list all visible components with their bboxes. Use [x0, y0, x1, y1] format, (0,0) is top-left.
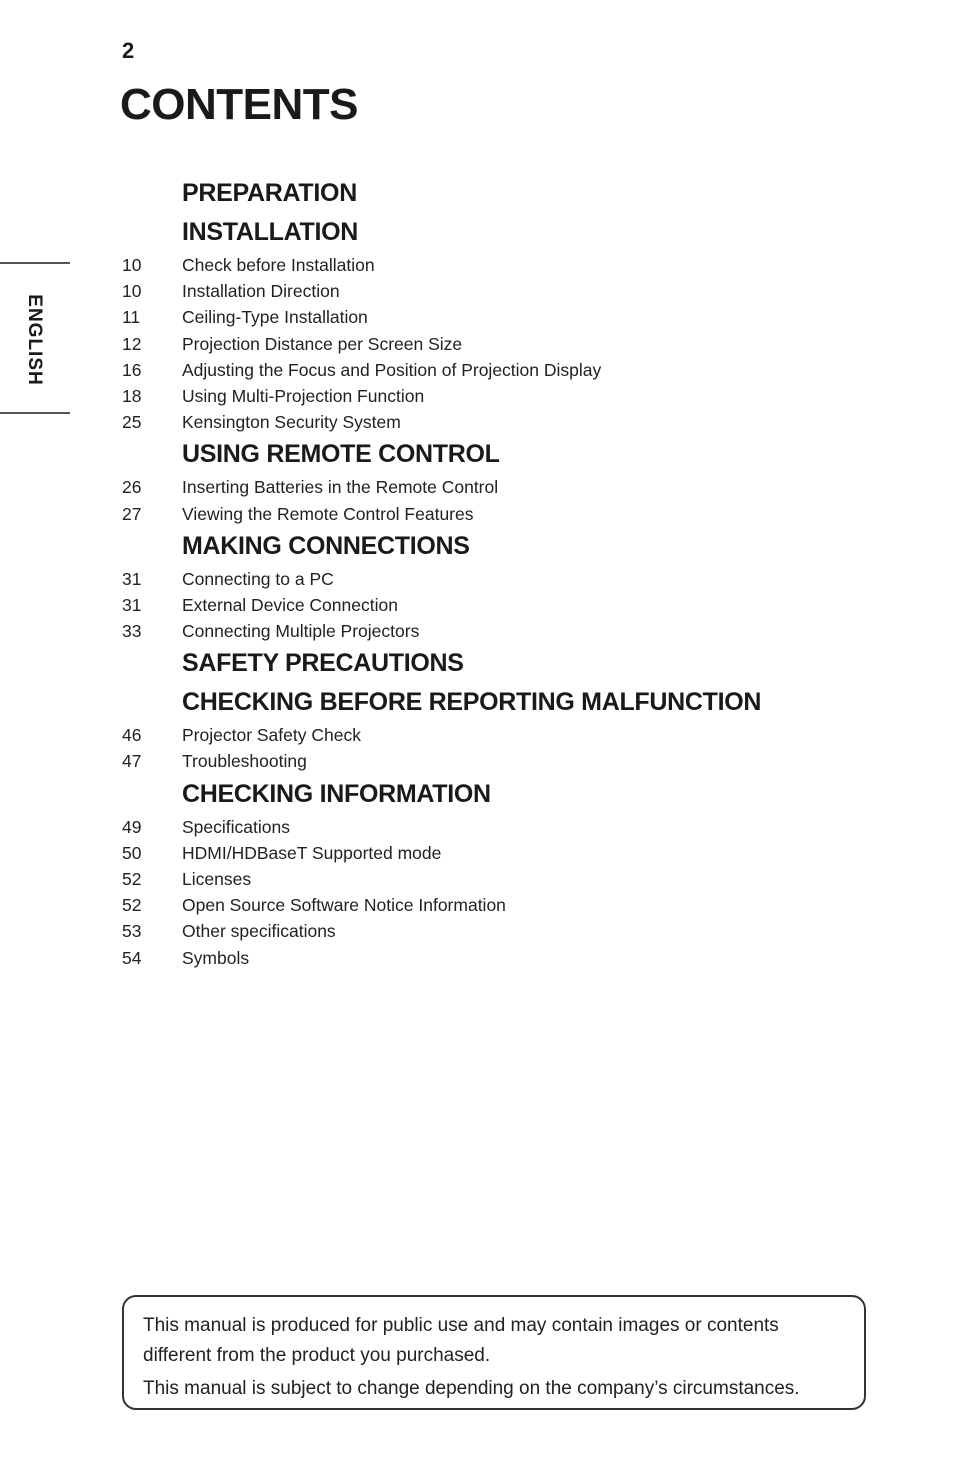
toc-entry-page: 52	[122, 895, 142, 916]
toc-entry-title: Troubleshooting	[182, 751, 307, 772]
toc-entry[interactable]	[122, 618, 882, 644]
toc-entry[interactable]	[122, 278, 882, 304]
toc-entry[interactable]	[122, 892, 882, 918]
toc-entry-page: 46	[122, 725, 142, 746]
toc-entry-page: 53	[122, 921, 142, 942]
toc-entry-page: 54	[122, 947, 142, 968]
notice-line-2: This manual is subject to change depending on the company’s circumstances.	[143, 1378, 800, 1399]
toc-section-heading[interactable]: MAKING CONNECTIONS	[182, 531, 470, 560]
page-title: CONTENTS	[120, 80, 358, 129]
toc-entry[interactable]	[122, 474, 882, 500]
toc-section-heading[interactable]: CHECKING BEFORE REPORTING MALFUNCTION	[182, 688, 762, 717]
notice-box	[122, 1295, 866, 1410]
toc-entry-page: 31	[122, 568, 142, 589]
toc-entry-page: 10	[122, 281, 142, 302]
toc-entry-page: 50	[122, 842, 142, 863]
toc-entry-title: Other specifications	[182, 921, 336, 942]
toc-entry-page: 25	[122, 412, 142, 433]
toc-entry-title: Ceiling-Type Installation	[182, 307, 368, 328]
toc-entry[interactable]	[122, 918, 882, 944]
toc-section-heading[interactable]: INSTALLATION	[182, 218, 359, 246]
toc-entry[interactable]	[122, 357, 882, 383]
language-side-tab	[0, 262, 70, 414]
toc-entry-page: 18	[122, 385, 142, 406]
language-side-tab-label: ENGLISH	[24, 294, 45, 386]
toc-section-heading[interactable]: PREPARATION	[182, 179, 357, 207]
toc-entry-page: 52	[122, 869, 142, 889]
toc-entry-page: 11	[122, 307, 141, 328]
toc-entry-title: Open Source Software Notice Information	[182, 895, 506, 916]
toc-entry-title: HDMI/HDBaseT Supported mode	[182, 842, 442, 863]
toc-entry-title: Adjusting the Focus and Position of Projection Display	[182, 359, 602, 380]
table-of-contents	[122, 174, 882, 971]
toc-entry[interactable]	[122, 252, 882, 278]
toc-entry-title: Connecting Multiple Projectors	[182, 621, 420, 642]
toc-entry-page: 26	[122, 477, 142, 498]
toc-entry-page: 12	[122, 333, 142, 354]
toc-entry[interactable]	[122, 566, 882, 592]
toc-entry-page: 49	[122, 816, 142, 837]
toc-section-heading[interactable]: CHECKING INFORMATION	[182, 779, 491, 808]
toc-entry-page: 16	[122, 359, 142, 380]
toc-entry[interactable]	[122, 383, 882, 409]
toc-entry-page: 33	[122, 621, 142, 642]
toc-entry-title: Using Multi-Projection Function	[182, 385, 425, 406]
toc-entry[interactable]	[122, 304, 882, 330]
toc-entry-page: 10	[122, 255, 142, 275]
toc-entry[interactable]	[122, 409, 882, 435]
page-number: 2	[122, 38, 135, 63]
toc-entry-title: Symbols	[182, 947, 250, 968]
toc-entry-title: External Device Connection	[182, 594, 398, 615]
toc-section-heading[interactable]: USING REMOTE CONTROL	[182, 440, 500, 469]
toc-entry-title: Specifications	[182, 816, 290, 837]
toc-entry[interactable]	[122, 814, 882, 840]
toc-entry-title: Check before Installation	[182, 255, 375, 275]
toc-entry-title: Installation Direction	[182, 281, 340, 302]
toc-entry-title: Inserting Batteries in the Remote Control	[182, 477, 499, 498]
toc-entry-title: Projection Distance per Screen Size	[182, 333, 463, 354]
toc-entry[interactable]	[122, 840, 882, 866]
toc-entry[interactable]	[122, 748, 882, 774]
toc-entry[interactable]	[122, 501, 882, 527]
toc-entry[interactable]	[122, 945, 882, 971]
notice-line-1: This manual is produced for public use and may contain images or contents different from the product you purchased.	[143, 1315, 779, 1366]
toc-entry-title: Licenses	[182, 869, 252, 889]
toc-entry-title: Projector Safety Check	[182, 725, 361, 746]
toc-entry-title: Kensington Security System	[182, 412, 401, 433]
toc-entry-title: Connecting to a PC	[182, 568, 334, 589]
toc-entry-title: Viewing the Remote Control Features	[182, 503, 474, 524]
toc-entry[interactable]	[122, 592, 882, 618]
toc-entry[interactable]	[122, 866, 882, 892]
toc-section-heading[interactable]: SAFETY PRECAUTIONS	[182, 649, 464, 678]
toc-entry-page: 47	[122, 751, 142, 772]
toc-entry[interactable]	[122, 722, 882, 748]
toc-entry-page: 27	[122, 503, 142, 524]
toc-entry-page: 31	[122, 594, 142, 615]
toc-entry[interactable]	[122, 331, 882, 357]
